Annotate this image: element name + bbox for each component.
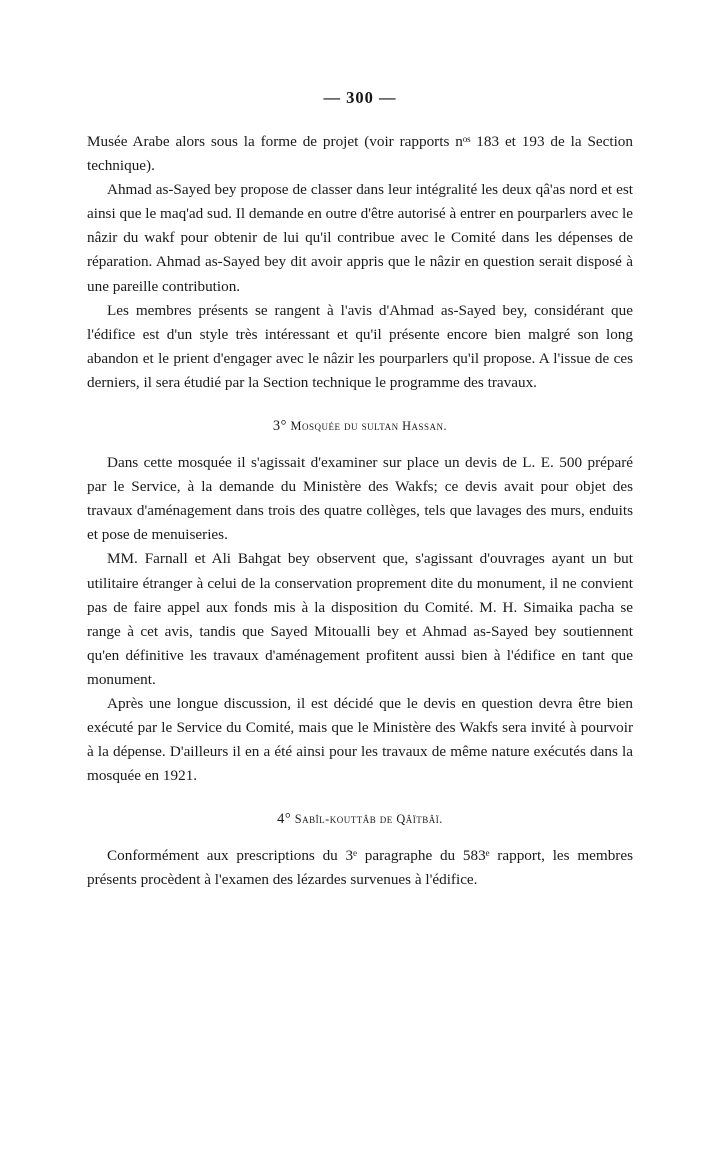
paragraph: Musée Arabe alors sous la forme de projet (voir rapports nᵒˢ 183 et 193 de la Section technique). [87,133,633,175]
section-number: 4° [277,811,292,828]
section-heading [87,811,633,828]
paragraph: Après une longue discussion, il est décidé que le devis en question devra être bien exécuté par le Service du Comité, mais que le Ministère des Wakfs sera invité à pourvoir à la dépense. D'ailleurs il en a été ainsi pour les travaux de même nature exécutés dans la mosquée en 1921. [87,694,633,785]
section-heading [87,418,633,435]
paragraph: Conformément aux prescriptions du 3ᵉ paragraphe du 583ᵉ rapport, les membres présents procèdent à l'examen des lézardes survenues à l'édifice. [87,847,633,889]
section-title: Sabîl-kouttâb de Qâïtbâï. [294,812,443,827]
section-number: 3° [272,418,287,435]
paragraph: Ahmad as-Sayed bey propose de classer dans leur intégralité les deux qâ'as nord et est ainsi que le maq'ad sud. Il demande en outre d'être autorisé à entrer en pourparlers avec le nâzir du wakf pour obtenir de lui qu'il contribue avec le Comité dans les dépenses de réparation. Ahmad as-Sayed bey dit avoir appris que le nâzir en question serait disposé à une pareille contribution. [87,181,633,295]
page-content [87,108,633,893]
document-page [0,88,720,1170]
paragraph: Les membres présents se rangent à l'avis d'Ahmad as-Sayed bey, considérant que l'édifice est d'un style très intéressant et qu'il présente encore bien malgré son long abandon et le prient d'engager avec le nâzir les pourparlers qu'il propose. A l'issue de ces derniers, il sera étudié par la Section technique le programme des travaux. [87,301,633,391]
section-title: Mosquée du sultan Hassan. [290,419,448,434]
paragraph: Dans cette mosquée il s'agissait d'examiner sur place un devis de L. E. 500 préparé par le Service, à la demande du Ministère des Wakfs; ce devis avait pour objet des travaux d'aménagement dans trois des quatre collèges, tels que lavages des murs, enduits et pose de menuiseries. [87,454,633,544]
paragraph: MM. Farnall et Ali Bahgat bey observent que, s'agissant d'ouvrages ayant un but utilitaire étranger à celui de la conservation proprement dite du monument, il ne convient pas de faire appel aux fonds mis à la disposition du Comité. M. H. Simaika pacha se range à cet avis, tandis que Sayed Mitoualli bey et Ahmad as-Sayed bey soutiennent qu'en définitive les travaux d'aménagement profitent aussi bien à l'édifice en tant que monument. [87,550,633,688]
page-number: — 300 — [323,88,397,107]
